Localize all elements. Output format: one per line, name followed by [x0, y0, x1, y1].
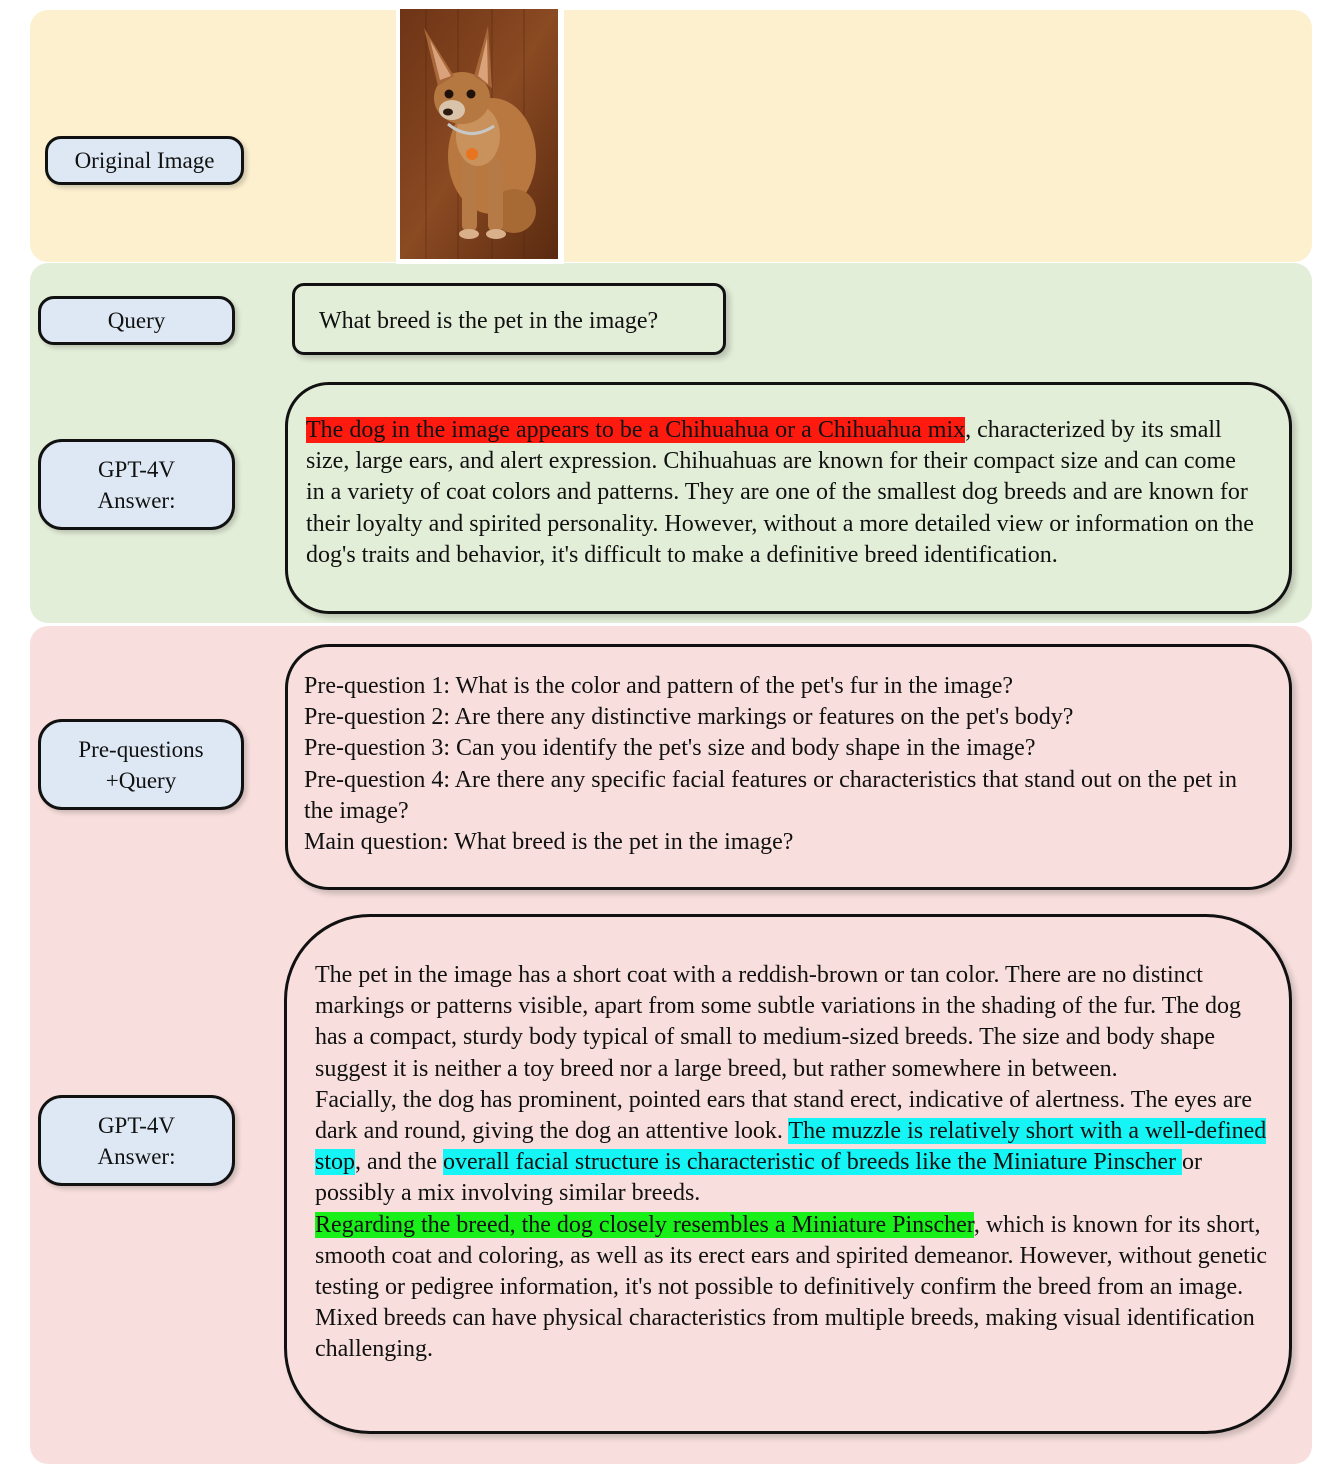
- prequestions-box: [285, 644, 1292, 890]
- prequestion-3: Pre-question 3: Can you identify the pet's size and body shape in the image?: [304, 735, 1036, 762]
- wrong-breed-highlight: The dog in the image appears to be a Chihuahua or a Chihuahua mix: [306, 417, 966, 443]
- answer-2-paragraph-2: Facially, the dog has prominent, pointed ears that stand erect, indicative of alertness. The eyes are dark and round, giving the dog an attentive look. The muzzle is relatively short with a well-defined stop, and the overall facial structure is characteristic of breeds like the Miniature Pinscher or possibly a mix involving similar breeds.: [315, 1086, 1267, 1207]
- facial-structure-evidence-highlight: overall facial structure is characteristic of breeds like the Miniature Pinscher: [443, 1149, 1183, 1176]
- gpt4v-answer-box: [285, 382, 1292, 614]
- query-text: What breed is the pet in the image?: [319, 308, 659, 334]
- gpt4v-answer-2-box: [284, 914, 1292, 1434]
- query-label: Query: [38, 296, 235, 345]
- prequestion-4: Pre-question 4: Are there any specific facial features or characteristics that stand out on the pet in the image?: [304, 766, 1237, 824]
- answer-2-paragraph-1: The pet in the image has a short coat with a reddish-brown or tan color. There are no distinct markings or patterns visible, apart from some subtle variations in the shading of the fur. The dog has a compact, sturdy body typical of small to medium-sized breeds. The size and body shape suggest it is neither a toy breed nor a large breed, but rather somewhere in between.: [315, 962, 1242, 1082]
- prequestions-query-label: Pre-questions +Query: [38, 719, 244, 810]
- prequestion-2: Pre-question 2: Are there any distinctive markings or features on the pet's body?: [304, 704, 1074, 731]
- correct-breed-highlight: Regarding the breed, the dog closely resembles a Miniature Pinscher: [315, 1211, 974, 1238]
- answer-2-paragraph-3: Regarding the breed, the dog closely resembles a Miniature Pinscher, which is known for its short, smooth coat and coloring, as well as its erect ears and spirited demeanor. However, without genetic testing or pedigree information, it's not possible to definitively confirm the breed from an image. Mixed breeds can have physical characteristics from multiple breeds, making visual identification challenging.: [315, 1211, 1268, 1363]
- gpt4v-answer-text: The dog in the image appears to be a Chihuahua or a Chihuahua mix, characterized by its small size, large ears, and alert expression. Chihuahuas are known for their compact size and can come in a variety of coat colors and patterns. They are one of the smallest dog breeds and are known for their loyalty and spirited personality. However, without a more detailed view or information on the dog's traits and behavior, it's difficult to make a definitive breed identification.: [306, 417, 1254, 568]
- muzzle-evidence-highlight: The muzzle is relatively short with a well-defined stop: [315, 1118, 1267, 1176]
- query-text-box: [292, 283, 726, 355]
- prequestion-1: Pre-question 1: What is the color and pattern of the pet's fur in the image?: [304, 673, 1014, 699]
- original-image-label: Original Image: [45, 136, 244, 185]
- main-question: Main question: What breed is the pet in the image?: [304, 829, 794, 856]
- gpt4v-answer-2-label: GPT-4V Answer:: [38, 1095, 235, 1186]
- gpt4v-answer-label: GPT-4V Answer:: [38, 439, 235, 530]
- dog-photo: [396, 6, 564, 264]
